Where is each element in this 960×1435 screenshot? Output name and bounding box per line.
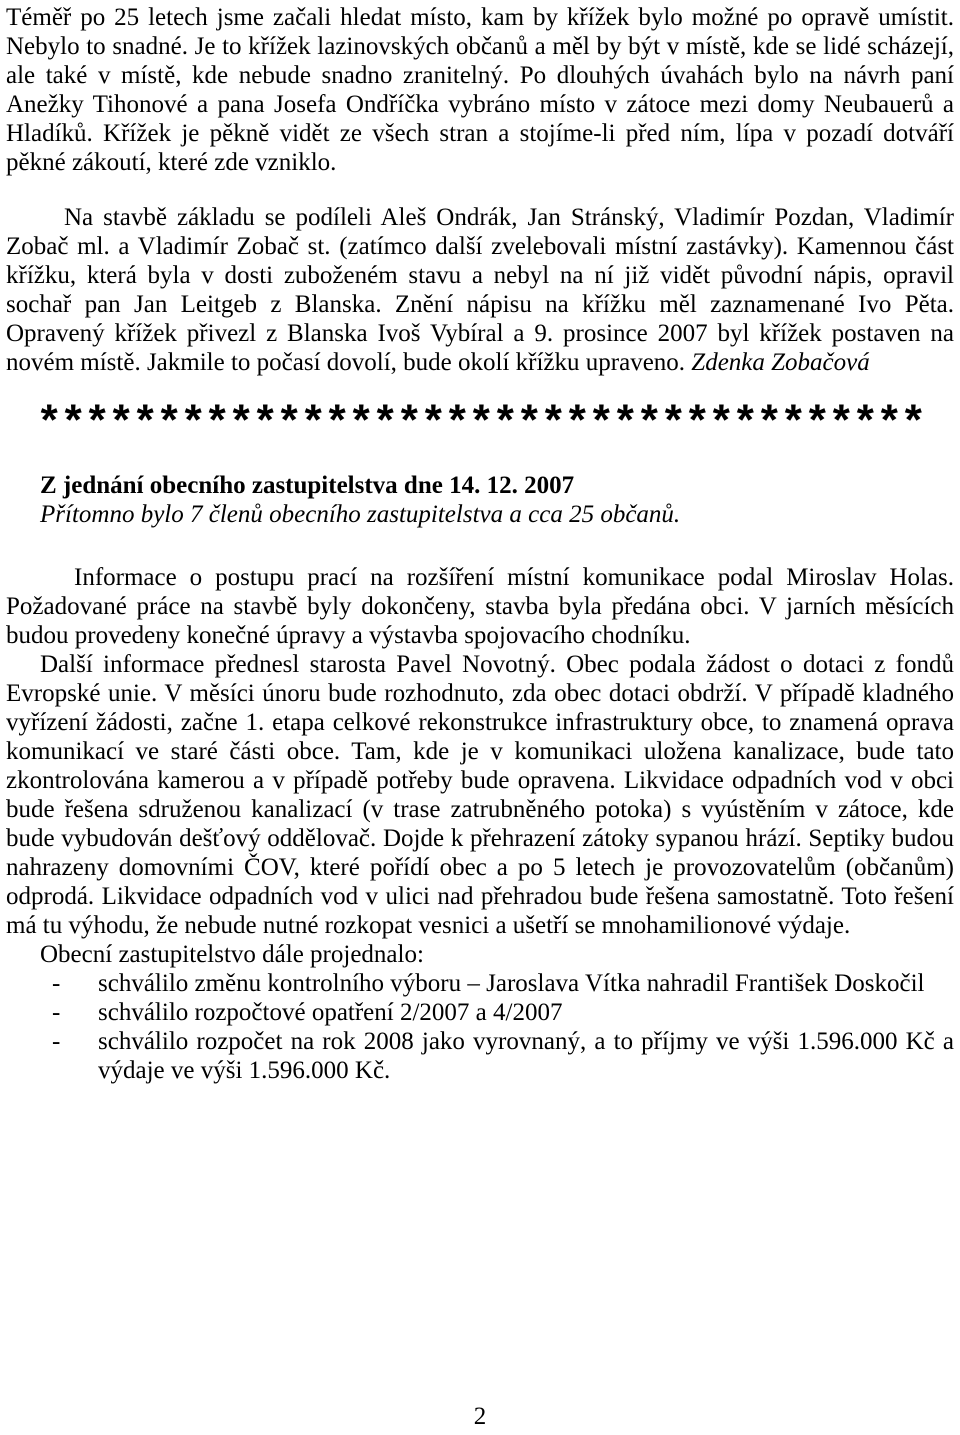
meeting-paragraph: Obecní zastupitelstvo dále projednalo: <box>40 941 424 968</box>
section-separator: ************************************* <box>36 400 925 450</box>
article-paragraph <box>6 203 954 377</box>
meeting-header <box>40 471 954 529</box>
agenda-list <box>6 969 954 1085</box>
agenda-item-text: schválilo rozpočtové opatření 2/2007 a 4/2007 <box>98 999 563 1026</box>
meeting-attendance: Přítomno bylo 7 členů obecního zastupitelstva a cca 25 občanů. <box>40 501 681 528</box>
agenda-item <box>6 1027 954 1085</box>
meeting-paragraph: Informace o postupu prací na rozšíření místní komunikace podal Miroslav Holas. Požadované práce na stavbě byly dokončeny, stavba byla předána obci. V jarních měsících budou provedeny konečné úpravy a výstavba spojovacího chodníku. <box>6 564 954 649</box>
article-signature: Zdenka Zobačová <box>691 349 870 376</box>
agenda-item-text: schválilo rozpočet na rok 2008 jako vyrovnaný, a to příjmy ve výši 1.596.000 Kč a výdaje ve výši 1.596.000 Kč. <box>98 1028 954 1084</box>
list-dash: - <box>52 1028 61 1055</box>
agenda-item <box>6 998 954 1027</box>
article-paragraph-text: Na stavbě základu se podíleli Aleš Ondrák, Jan Stránský, Vladimír Pozdan, Vladimír Zobač ml. a Vladimír Zobač st. (zatímco další zvelebovali místní zastávky). Kamennou část křížku, která byla v dosti zuboženém stavu a nebyl na ní již vidět původní nápis, opravil sochař pan Jan Leitgeb z Blanska. Znění nápisu na křížku měl zaznamenané Ivo Pěta. Opravený křížek přivezl z Blanska Ivoš Vybíral a 9. prosince 2007 byl křížek postaven na novém místě. Jakmile to počasí dovolí, bude okolí křížku upraveno. <box>6 204 954 376</box>
meeting-heading: Z jednání obecního zastupitelstva dne 14. 12. 2007 <box>40 472 575 499</box>
list-dash: - <box>52 999 61 1026</box>
agenda-item-text: schválilo změnu kontrolního výboru – Jaroslava Vítka nahradil František Doskočil <box>98 970 925 997</box>
article-paragraph-text: Téměř po 25 letech jsme začali hledat místo, kam by křížek bylo možné po opravě umístit. Nebylo to snadné. Je to křížek lazinovských občanů a měl by být v místě, kde se lidé scházejí, ale také v místě, kde nebude snadno zranitelný. Po dlouhých úvahách bylo na návrh paní Anežky Tihonové a pana Josefa Ondříčka vybráno místo v zátoce mezi domy Neubauerů a Hladíků. Křížek je pěkně vidět ze všech stran a stojíme-li před ním, lípa v pozadí dotváří pěkné zákoutí, které zde vzniklo. <box>6 4 954 176</box>
agenda-item <box>6 969 954 998</box>
document-page <box>6 0 954 1085</box>
article-paragraph <box>6 3 954 177</box>
list-dash: - <box>52 970 61 997</box>
meeting-paragraph: Další informace přednesl starosta Pavel Novotný. Obec podala žádost o dotaci z fondů Evropské unie. V měsíci únoru bude rozhodnuto, zda obec dotaci obdrží. V případě kladného vyřízení žádosti, začne 1. etapa celkové rekonstrukce infrastruktury obce, to znamená oprava komunikací ve staré části obce. Tam, kde je v komunikaci uložena kanalizace, bude tato zkontrolována kamerou a v případě potřeby bude opravena. Likvidace odpadních vod v obci bude řešena sdruženou kanalizací (v trase zatrubněného potoka) s vyústěním v zátoce, kde bude vybudován dešťový oddělovač. Dojde k přehrazení zátoky sypanou hrází. Septiky budou nahrazeny domovními ČOV, které pořídí obec a po 5 letech je provozovatelům (občanům) odprodá. Likvidace odpadních vod v ulici nad přehradou bude řešena samostatně. Toto řešení má tu výhodu, že nebude nutné rozkopat vesnici a ušetří se mnohamilionové výdaje. <box>6 651 954 939</box>
page-number: 2 <box>473 1403 487 1430</box>
